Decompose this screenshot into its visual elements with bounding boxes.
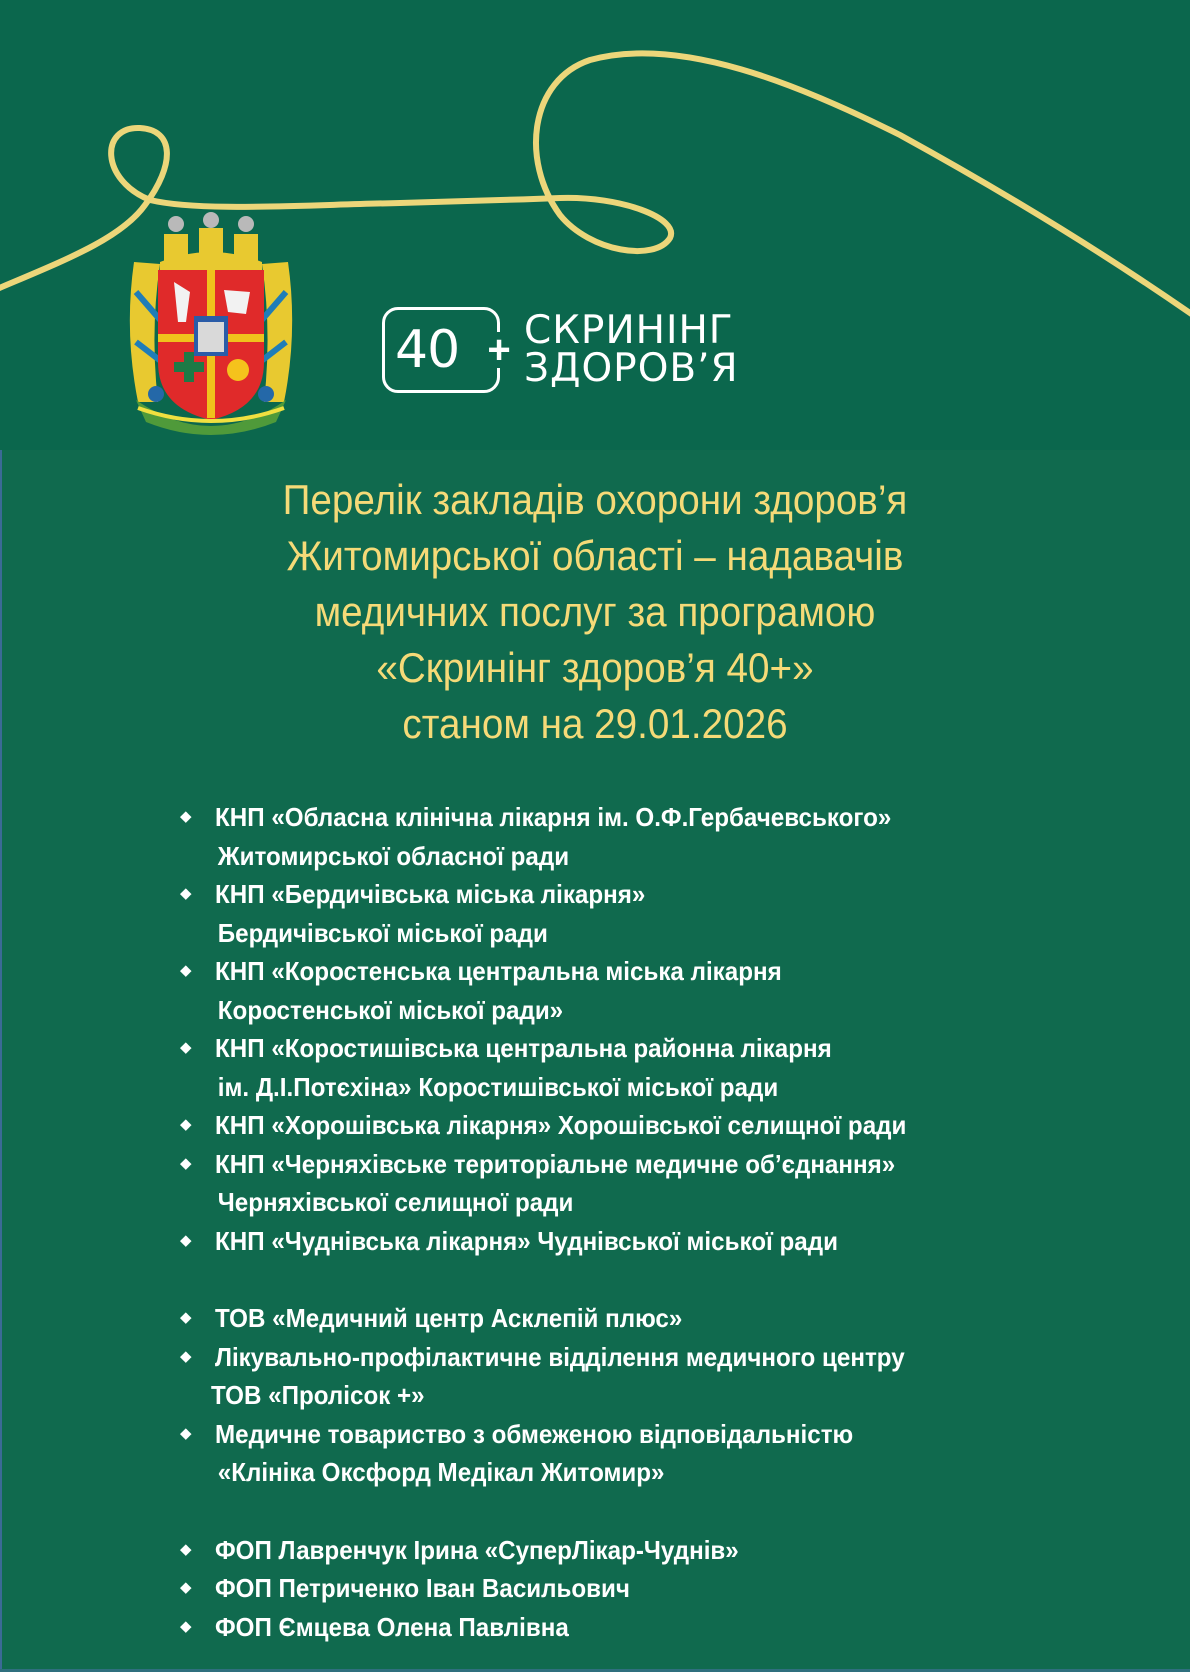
diamond-bullet-icon: ◆: [180, 1116, 192, 1133]
list-item-text: КНП «Хорошівська лікарня» Хорошівської селищної ради: [215, 1110, 907, 1140]
list-item: [175, 952, 1075, 1029]
title-line: Перелік закладів охорони здоров’я: [282, 476, 908, 523]
list-item: [175, 875, 1075, 952]
logo-badge-plus: +: [487, 328, 511, 372]
list-item-text: КНП «Бердичівська міська лікарня»: [215, 879, 646, 909]
logo-badge-number: 40: [395, 320, 460, 380]
logo-badge: [382, 307, 511, 393]
title-line: Житомирської області – надавачів: [286, 532, 904, 579]
list-item: [175, 1299, 1075, 1338]
list-item: [175, 798, 1075, 875]
document-title: [48, 472, 1143, 752]
list-item-text: ФОП Лавренчук Ірина «СуперЛікар-Чуднів»: [215, 1534, 739, 1565]
list-item-text: ТОВ «Пролісок +»: [211, 1380, 425, 1410]
list-item: [175, 1222, 1075, 1261]
logo-line-1: СКРИНІНГ: [524, 308, 734, 353]
logo-wordmark: [524, 308, 739, 391]
list-item-text: Коростенської міської ради»: [217, 994, 564, 1025]
diamond-bullet-icon: ◆: [180, 1579, 192, 1596]
list-item-text: ім. Д.І.Потєхіна» Коростишівської міської ради: [217, 1071, 779, 1102]
group-separator: [175, 1492, 1075, 1531]
list-item: [175, 1145, 1075, 1222]
list-item-text: КНП «Коростенська центральна міська лікарня: [215, 956, 782, 986]
list-item-text: КНП «Обласна клінічна лікарня ім. О.Ф.Гербачевського»: [215, 802, 892, 832]
diamond-bullet-icon: ◆: [180, 885, 192, 902]
diamond-bullet-icon: ◆: [180, 1039, 192, 1056]
diamond-bullet-icon: ◆: [180, 1617, 192, 1635]
list-item-text: Бердичівської міської ради: [217, 917, 548, 948]
title-line: станом на 29.01.2026: [402, 700, 788, 747]
list-item-text: КНП «Чуднівська лікарня» Чуднівської міської ради: [215, 1225, 838, 1256]
list-item-text: ФОП Ємцева Олена Павлівна: [215, 1611, 569, 1642]
list-item-text: Черняхівської селищної ради: [217, 1187, 574, 1217]
list-item-text: ТОВ «Медичний центр Асклепій плюс»: [215, 1303, 683, 1333]
list-item: [175, 1106, 1075, 1145]
screening-40-plus-logo: [382, 305, 739, 395]
diamond-bullet-icon: ◆: [180, 1347, 192, 1365]
diamond-bullet-icon: ◆: [180, 1540, 192, 1558]
list-item-text: КНП «Коростишівська центральна районна лікарня: [215, 1033, 832, 1063]
group-separator: [175, 1260, 1075, 1299]
diamond-bullet-icon: ◆: [180, 1309, 192, 1326]
diamond-bullet-icon: ◆: [180, 1231, 192, 1249]
logo-line-2: ЗДОРОВ’Я: [524, 346, 739, 391]
list-item: [175, 1029, 1075, 1106]
list-item: [175, 1415, 1075, 1492]
list-item-text: Лікувально-профілактичне відділення медичного центру: [215, 1341, 905, 1372]
list-item: [175, 1338, 1075, 1415]
diamond-bullet-icon: ◆: [180, 1154, 192, 1172]
list-item: [175, 1531, 1075, 1570]
title-line: медичних послуг за програмою: [314, 588, 876, 635]
provider-list: [175, 798, 1075, 1646]
list-item-text: «Клініка Оксфорд Медікал Житомир»: [217, 1457, 665, 1487]
list-item-text: ФОП Петриченко Іван Васильович: [215, 1573, 630, 1603]
title-line: «Скринінг здоров’я 40+»: [376, 644, 814, 691]
diamond-bullet-icon: ◆: [180, 1424, 192, 1442]
list-item-text: КНП «Черняхівське територіальне медичне об’єднання»: [215, 1148, 896, 1179]
list-item: [175, 1608, 1075, 1647]
list-item: [175, 1569, 1075, 1608]
left-edge-line: [0, 450, 2, 1672]
coat-of-arms-icon: [116, 212, 306, 440]
header-banner: [0, 0, 1190, 450]
diamond-bullet-icon: ◆: [180, 962, 192, 979]
list-item-text: Медичне товариство з обмеженою відповідальністю: [215, 1418, 854, 1449]
diamond-bullet-icon: ◆: [180, 808, 192, 825]
list-item-text: Житомирської обласної ради: [217, 840, 570, 871]
